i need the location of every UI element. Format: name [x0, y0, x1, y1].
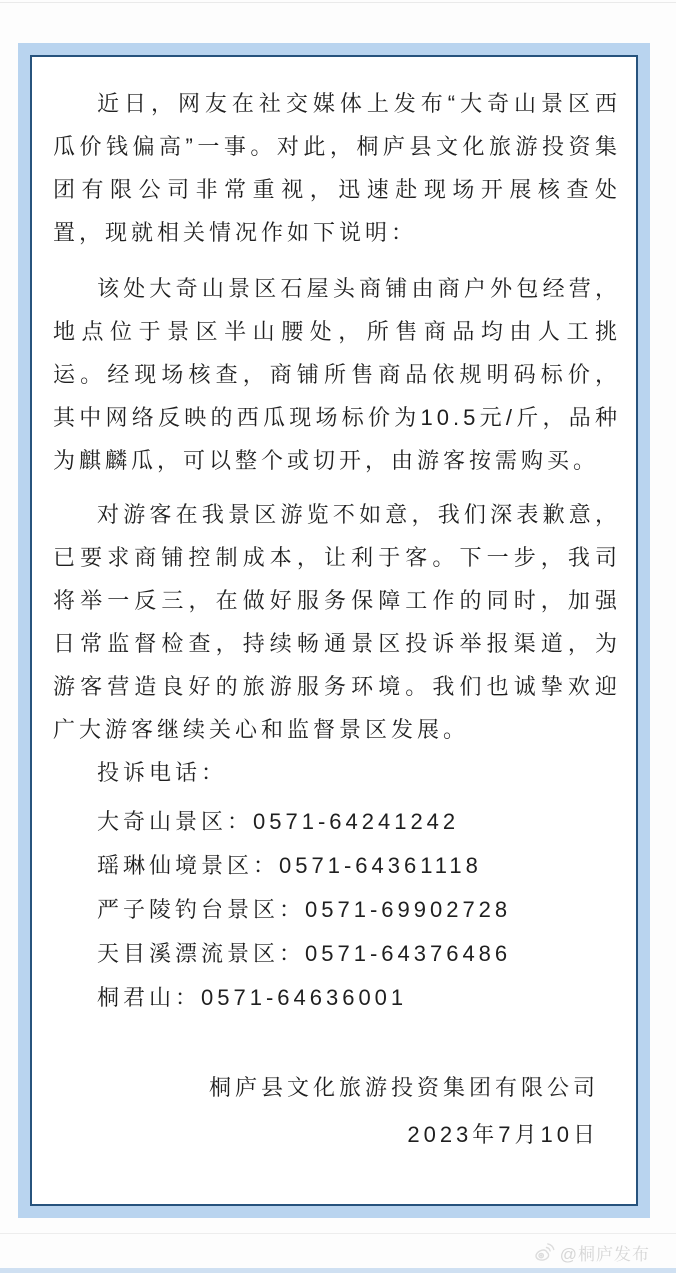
paragraph-findings: 该处大奇山景区石屋头商铺由商户外包经营，地点位于景区半山腰处，所售商品均由人工挑运。经现场核查，商铺所售商品依规明码标价，其中网络反映的西瓜现场标价为10.5元/斤，品种为麒麟瓜，可以整个或切开，由游客按需购买。 [53, 276, 621, 473]
paragraph-intro: 近日，网友在社交媒体上发布“大奇山景区西瓜价钱偏高”一事。对此，桐庐县文化旅游投资集团有限公司非常重视，迅速赴现场开展核查处置，现就相关情况作如下说明： [53, 91, 621, 245]
weibo-icon [531, 1240, 555, 1264]
bottom-divider [0, 1233, 676, 1234]
hotline-item-yanziling: 严子陵钓台景区：0571-69902728 [97, 897, 512, 922]
top-divider [0, 2, 676, 3]
hotline-item-tianmuxi: 天目溪漂流景区：0571-64376486 [97, 941, 512, 966]
watermark-handle: @桐庐发布 [559, 1244, 650, 1264]
hotline-item-yaolin: 瑶琳仙境景区：0571-64361118 [97, 853, 482, 878]
hotline-title: 投诉电话： [97, 760, 228, 785]
bottom-strip [0, 1268, 676, 1273]
hotline-item-tongjunshan: 桐君山：0571-64636001 [97, 985, 408, 1010]
notice-card-inner [30, 55, 638, 1206]
signature-company: 桐庐县文化旅游投资集团有限公司 [208, 1075, 599, 1100]
watermark [531, 1240, 650, 1264]
signature-date: 2023年7月10日 [407, 1122, 599, 1147]
hotline-item-daqishan: 大奇山景区：0571-64241242 [97, 809, 460, 834]
paragraph-apology: 对游客在我景区游览不如意，我们深表歉意，已要求商铺控制成本，让利于客。下一步，我司将举一反三，在做好服务保障工作的同时，加强日常监督检查，持续畅通景区投诉举报渠道，为游客营造良好的旅游服务环境。我们也诚挚欢迎广大游客继续关心和监督景区发展。 [53, 502, 621, 742]
notice-card [18, 43, 650, 1218]
